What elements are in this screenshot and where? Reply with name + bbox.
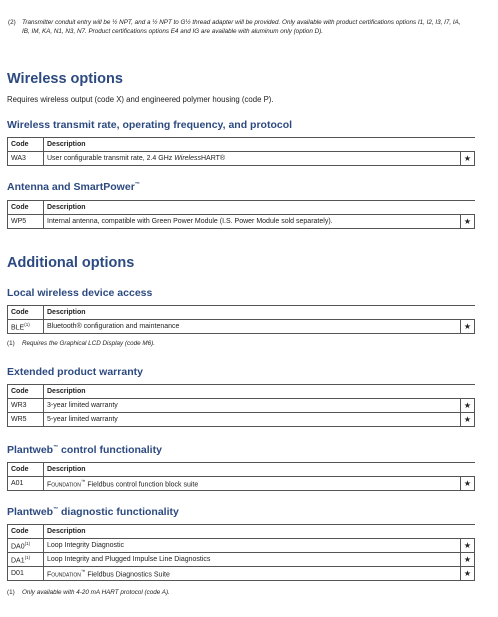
warranty-heading: Extended product warranty bbox=[7, 366, 143, 378]
table-row bbox=[8, 477, 475, 491]
option-description: Foundation™ Fieldbus control function block suite bbox=[44, 477, 461, 491]
code-header: Code bbox=[8, 201, 44, 215]
control-functionality-table bbox=[7, 462, 475, 491]
diagnostic-functionality-table bbox=[7, 524, 475, 581]
transmit-rate-heading: Wireless transmit rate, operating frequency, and protocol bbox=[7, 119, 293, 131]
table-header bbox=[8, 463, 475, 477]
table-row bbox=[8, 567, 475, 581]
table-row bbox=[8, 539, 475, 553]
star-icon: ★ bbox=[460, 567, 474, 581]
footnote-number: (2) bbox=[8, 19, 16, 26]
star-icon: ★ bbox=[460, 152, 474, 166]
star-icon: ★ bbox=[460, 399, 474, 413]
option-description: Loop Integrity Diagnostic bbox=[44, 539, 461, 553]
transmit-rate-table bbox=[7, 137, 475, 166]
wireless-options-heading: Wireless options bbox=[7, 71, 123, 87]
wireless-options-intro: Requires wireless output (code X) and engineered polymer housing (code P). bbox=[7, 95, 274, 104]
description-header: Description bbox=[44, 463, 461, 477]
top-footnote bbox=[8, 18, 462, 36]
description-header: Description bbox=[44, 525, 461, 539]
table-row bbox=[8, 399, 475, 413]
option-code: A01 bbox=[8, 477, 44, 491]
star-icon: ★ bbox=[460, 320, 474, 334]
table-header bbox=[8, 201, 475, 215]
option-description: Internal antenna, compatible with Green Power Module (I.S. Power Module sold separately). bbox=[44, 215, 461, 229]
option-code: BLE$^{(1)}$ bbox=[8, 320, 44, 334]
footnote-text: Transmitter conduit entry will be ½ NPT, and a ½ NPT to G½ thread adapter will be provided. Only available with product certifications options I1, I2, I3, I7, IA, IB, IM, KA, N1, N3, N7. Product certifications options E4 and IG are available with aluminum only (option D). bbox=[22, 19, 461, 35]
table-row bbox=[8, 152, 475, 166]
option-description: Foundation™ Fieldbus Diagnostics Suite bbox=[44, 567, 461, 581]
table-row bbox=[8, 320, 475, 334]
description-header: Description bbox=[44, 201, 461, 215]
table-header bbox=[8, 306, 475, 320]
antenna-table bbox=[7, 200, 475, 229]
code-header: Code bbox=[8, 306, 44, 320]
option-description: 3-year limited warranty bbox=[44, 399, 461, 413]
star-icon: ★ bbox=[460, 539, 474, 553]
option-description: 5-year limited warranty bbox=[44, 413, 461, 427]
table-row bbox=[8, 413, 475, 427]
option-description: Bluetooth® configuration and maintenance bbox=[44, 320, 461, 334]
table-row bbox=[8, 215, 475, 229]
option-description: Loop Integrity and Plugged Impulse Line Diagnostics bbox=[44, 553, 461, 567]
option-code: WR3 bbox=[8, 399, 44, 413]
description-header: Description bbox=[44, 306, 461, 320]
table-header bbox=[8, 525, 475, 539]
diagnostic-footnote: (1) Only available with 4-20 mA HART protocol (code A). bbox=[7, 589, 170, 596]
table-header bbox=[8, 385, 475, 399]
table-row bbox=[8, 553, 475, 567]
option-code: D01 bbox=[8, 567, 44, 581]
code-header: Code bbox=[8, 525, 44, 539]
local-access-footnote: (1) Requires the Graphical LCD Display (code M6). bbox=[7, 340, 155, 347]
star-icon: ★ bbox=[460, 477, 474, 491]
description-header: Description bbox=[44, 138, 461, 152]
antenna-heading: Antenna and SmartPower™ bbox=[7, 181, 140, 193]
local-access-table bbox=[7, 305, 475, 334]
code-header: Code bbox=[8, 138, 44, 152]
option-code: DA0$^{(1)}$ bbox=[8, 539, 44, 553]
option-code: WP5 bbox=[8, 215, 44, 229]
option-description: User configurable transmit rate, 2.4 GHz WirelessHART® bbox=[44, 152, 461, 166]
description-header: Description bbox=[44, 385, 461, 399]
option-code: WR5 bbox=[8, 413, 44, 427]
control-functionality-heading: Plantweb™ control functionality bbox=[7, 444, 162, 456]
option-code: WA3 bbox=[8, 152, 44, 166]
table-header bbox=[8, 138, 475, 152]
star-icon: ★ bbox=[460, 413, 474, 427]
local-access-heading: Local wireless device access bbox=[7, 287, 153, 299]
option-code: DA1$^{(1)}$ bbox=[8, 553, 44, 567]
warranty-table bbox=[7, 384, 475, 427]
star-icon: ★ bbox=[460, 215, 474, 229]
additional-options-heading: Additional options bbox=[7, 255, 135, 271]
diagnostic-functionality-heading: Plantweb™ diagnostic functionality bbox=[7, 506, 179, 518]
code-header: Code bbox=[8, 463, 44, 477]
code-header: Code bbox=[8, 385, 44, 399]
star-icon: ★ bbox=[460, 553, 474, 567]
